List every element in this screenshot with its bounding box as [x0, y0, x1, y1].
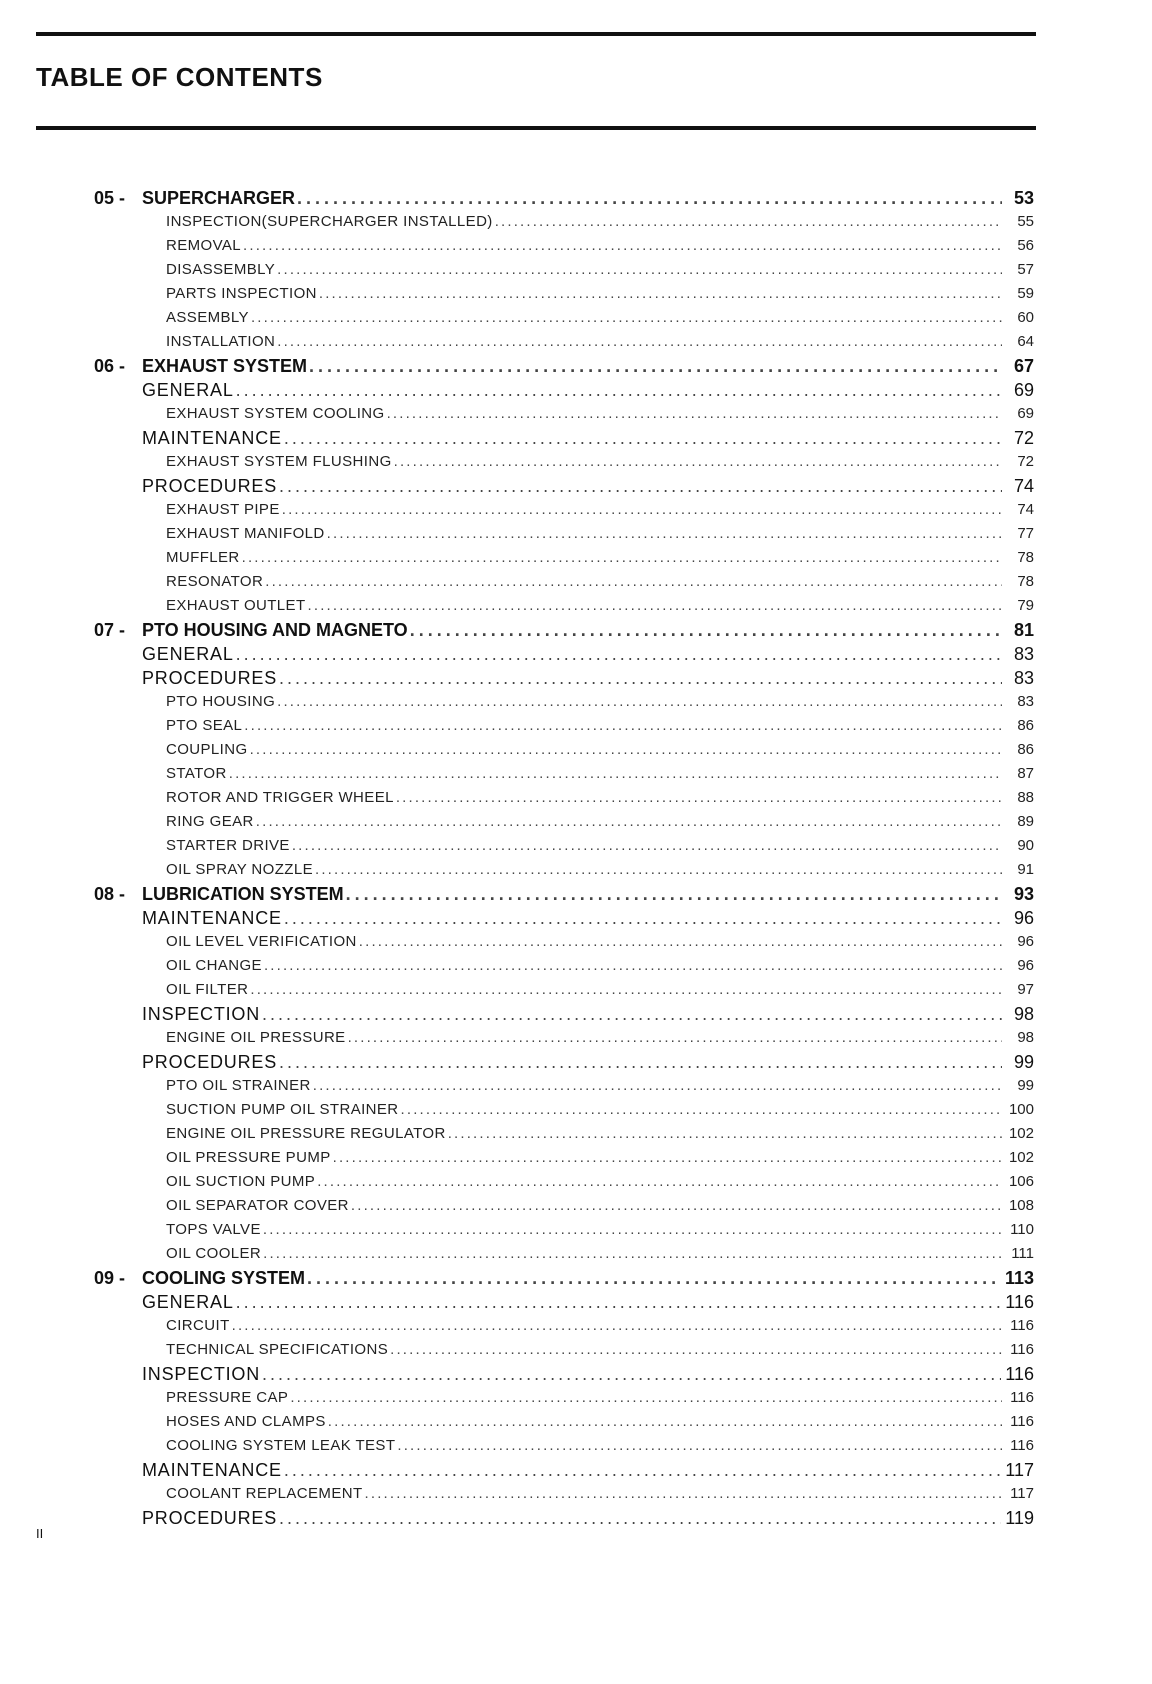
toc-entry-label: OIL LEVEL VERIFICATION [166, 933, 357, 950]
toc-chapter-number: 05 - [94, 188, 126, 208]
toc-page-number: 74 [1017, 501, 1034, 518]
toc-page-number: 96 [1013, 908, 1034, 928]
toc-page-number: 83 [1013, 668, 1034, 688]
toc-entry[interactable] [94, 282, 1034, 306]
toc-entry[interactable] [94, 1122, 1034, 1146]
dot-leader [236, 642, 1002, 666]
toc-entry[interactable] [94, 714, 1034, 738]
toc-entry-label: PARTS INSPECTION [166, 285, 317, 302]
toc-page-number: 87 [1017, 765, 1034, 782]
dot-leader [290, 1386, 1002, 1410]
toc-entry-label: OIL CHANGE [166, 957, 262, 974]
toc-page-number: 116 [1010, 1437, 1034, 1454]
dot-leader [232, 1314, 1002, 1338]
toc-entry-label: ROTOR AND TRIGGER WHEEL [166, 789, 394, 806]
toc-page-number: 57 [1017, 261, 1034, 278]
toc-page-number: 81 [1013, 620, 1034, 640]
dot-leader [284, 426, 1002, 450]
toc-entry[interactable] [94, 378, 1034, 402]
dot-leader [277, 690, 1002, 714]
toc-entry-label: COUPLING [166, 741, 248, 758]
toc-entry[interactable] [94, 1362, 1034, 1386]
dot-leader [397, 1434, 1002, 1458]
dot-leader [284, 1458, 1001, 1482]
toc-entry-label: INSPECTION(SUPERCHARGER INSTALLED) [166, 213, 493, 230]
toc-entry-label: PTO HOUSING AND MAGNETO [142, 620, 408, 640]
toc-entry-label: MUFFLER [166, 549, 240, 566]
toc-page-number: 88 [1017, 789, 1034, 806]
toc-entry-label: COOLING SYSTEM LEAK TEST [166, 1437, 396, 1454]
toc-entry[interactable] [94, 1266, 1034, 1290]
toc-entry-label: TOPS VALVE [166, 1221, 261, 1238]
toc-page-number: 108 [1008, 1197, 1034, 1214]
toc-page-number: 111 [1011, 1245, 1034, 1262]
toc-page-number: 78 [1017, 549, 1034, 566]
toc-entry-label: STATOR [166, 765, 227, 782]
dot-leader [236, 1290, 1002, 1314]
dot-leader [297, 186, 1002, 210]
toc-entry-label: GENERAL [142, 644, 234, 664]
toc-entry-label: GENERAL [142, 380, 234, 400]
toc-page-number: 99 [1013, 1052, 1034, 1072]
dot-leader [279, 666, 1002, 690]
toc-page-number: 99 [1017, 1077, 1034, 1094]
toc-entry[interactable] [94, 354, 1034, 378]
toc-page-number: 102 [1008, 1149, 1034, 1166]
toc-entry-label: MAINTENANCE [142, 1460, 282, 1480]
toc-entry[interactable] [94, 1098, 1034, 1122]
toc-page-number: 67 [1013, 356, 1034, 376]
toc-entry-label: GENERAL [142, 1292, 234, 1312]
toc-entry-label: COOLING SYSTEM [142, 1268, 306, 1288]
dot-leader [401, 1098, 1002, 1122]
toc-page-number: 78 [1017, 573, 1034, 590]
dot-leader [346, 882, 1002, 906]
toc-entry-label: EXHAUST PIPE [166, 501, 280, 518]
dot-leader [242, 546, 1002, 570]
toc-entry[interactable] [94, 1386, 1034, 1410]
toc-page-number: 83 [1017, 693, 1034, 710]
dot-leader [251, 306, 1002, 330]
dot-leader [292, 834, 1002, 858]
toc-page-number: 64 [1017, 333, 1034, 350]
toc-entry-label: PROCEDURES [142, 668, 278, 688]
toc-entry-label: OIL FILTER [166, 981, 249, 998]
toc-page-number: 83 [1013, 644, 1034, 664]
toc-page-number: 69 [1017, 405, 1034, 422]
dot-leader [315, 858, 1002, 882]
dot-leader [250, 978, 1002, 1002]
toc-entry[interactable] [94, 474, 1034, 498]
dot-leader [387, 402, 1002, 426]
page-number: II [36, 1526, 44, 1541]
toc-entry[interactable] [94, 234, 1034, 258]
toc-entry-label: RESONATOR [166, 573, 264, 590]
toc-entry[interactable] [94, 1170, 1034, 1194]
toc-page-number: 98 [1013, 1004, 1034, 1024]
toc-entry[interactable] [94, 1434, 1034, 1458]
toc-entry-label: REMOVAL [166, 237, 242, 254]
toc-entry-label: OIL PRESSURE PUMP [166, 1149, 331, 1166]
toc-entry[interactable] [94, 762, 1034, 786]
toc-entry[interactable] [94, 1314, 1034, 1338]
toc-entry-label: PTO OIL STRAINER [166, 1077, 311, 1094]
toc-entry-label: INSPECTION [142, 1004, 261, 1024]
toc-entry[interactable] [94, 882, 1034, 906]
toc-page-number: 90 [1017, 837, 1034, 854]
toc-entry[interactable] [94, 1074, 1034, 1098]
dot-leader [351, 1194, 1002, 1218]
toc-entry[interactable] [94, 1050, 1034, 1074]
dot-leader [243, 234, 1002, 258]
toc-entry[interactable] [94, 906, 1034, 930]
toc-entry[interactable] [94, 1338, 1034, 1362]
toc-entry-label: ASSEMBLY [166, 309, 249, 326]
toc-page-number: 55 [1017, 213, 1034, 230]
toc-entry[interactable] [94, 330, 1034, 354]
toc-entry[interactable] [94, 930, 1034, 954]
dot-leader [279, 1506, 1001, 1530]
dot-leader [327, 522, 1002, 546]
toc-page-number: 119 [1005, 1508, 1034, 1528]
toc-page-number: 116 [1005, 1292, 1034, 1312]
dot-leader [250, 738, 1002, 762]
toc-entry[interactable] [94, 954, 1034, 978]
toc-entry[interactable] [94, 1410, 1034, 1434]
toc-page-number: 110 [1010, 1221, 1034, 1238]
toc-page-number: 100 [1008, 1101, 1034, 1118]
dot-leader [277, 330, 1002, 354]
toc-entry-label: INSPECTION [142, 1364, 261, 1384]
toc-page-number: 72 [1017, 453, 1034, 470]
dot-leader [394, 450, 1002, 474]
toc-entry-label: PTO HOUSING [166, 693, 276, 710]
toc-page-number: 116 [1005, 1364, 1034, 1384]
toc-entry-label: LUBRICATION SYSTEM [142, 884, 344, 904]
dot-leader [263, 1242, 1002, 1266]
toc-entry[interactable] [94, 306, 1034, 330]
dot-leader [410, 618, 1002, 642]
toc-page-number: 56 [1017, 237, 1034, 254]
toc-page-number: 117 [1010, 1485, 1034, 1502]
dot-leader [319, 282, 1002, 306]
dot-leader [244, 714, 1002, 738]
toc-entry[interactable] [94, 522, 1034, 546]
toc-entry-label: INSTALLATION [166, 333, 276, 350]
toc-entry[interactable] [94, 498, 1034, 522]
dot-leader [282, 498, 1002, 522]
toc-chapter-number: 06 - [94, 356, 126, 376]
toc-entry[interactable] [94, 1146, 1034, 1170]
toc-entry-label: PRESSURE CAP [166, 1389, 289, 1406]
toc-entry[interactable] [94, 210, 1034, 234]
toc-entry-label: MAINTENANCE [142, 428, 282, 448]
toc-entry-label: EXHAUST MANIFOLD [166, 525, 325, 542]
dot-leader [284, 906, 1002, 930]
toc-entry-label: PTO SEAL [166, 717, 243, 734]
dot-leader [236, 378, 1002, 402]
dot-leader [263, 1218, 1002, 1242]
toc-entry[interactable] [94, 1506, 1034, 1530]
toc-page-number: 93 [1013, 884, 1034, 904]
toc-page-number: 116 [1010, 1413, 1034, 1430]
toc-entry-label: DISASSEMBLY [166, 261, 276, 278]
toc-entry-label: OIL SUCTION PUMP [166, 1173, 316, 1190]
toc-page-number: 116 [1010, 1341, 1034, 1358]
toc-entry[interactable] [94, 810, 1034, 834]
dot-leader [396, 786, 1002, 810]
toc-entry[interactable] [94, 858, 1034, 882]
dot-leader [262, 1002, 1002, 1026]
toc-entry[interactable] [94, 1002, 1034, 1026]
toc-page-number: 117 [1005, 1460, 1034, 1480]
toc-entry-label: ENGINE OIL PRESSURE [166, 1029, 346, 1046]
toc-entry-label: PROCEDURES [142, 476, 278, 496]
toc-entry-label: EXHAUST SYSTEM FLUSHING [166, 453, 392, 470]
toc-entry-label: EXHAUST SYSTEM [142, 356, 308, 376]
toc-entry[interactable] [94, 570, 1034, 594]
toc-entry[interactable] [94, 1458, 1034, 1482]
dot-leader [359, 930, 1002, 954]
dot-leader [277, 258, 1002, 282]
toc-entry-label: PROCEDURES [142, 1508, 278, 1528]
toc-page-number: 106 [1008, 1173, 1034, 1190]
toc-chapter-number: 07 - [94, 620, 126, 640]
toc-entry-label: ENGINE OIL PRESSURE REGULATOR [166, 1125, 446, 1142]
dot-leader [309, 354, 1002, 378]
dot-leader [262, 1362, 1001, 1386]
toc-entry-label: OIL SPRAY NOZZLE [166, 861, 313, 878]
dot-leader [328, 1410, 1002, 1434]
top-rule [36, 32, 1036, 36]
toc-entry[interactable] [94, 546, 1034, 570]
toc-entry-label: PROCEDURES [142, 1052, 278, 1072]
toc-entry[interactable] [94, 1194, 1034, 1218]
toc-entry[interactable] [94, 834, 1034, 858]
toc-page-number: 113 [1004, 1268, 1034, 1288]
page-title: TABLE OF CONTENTS [36, 62, 323, 92]
toc-entry[interactable] [94, 642, 1034, 666]
dot-leader [365, 1482, 1002, 1506]
dot-leader [495, 210, 1002, 234]
toc-page-number: 89 [1017, 813, 1034, 830]
toc-page-number: 91 [1017, 861, 1034, 878]
toc-page-number: 96 [1017, 957, 1034, 974]
dot-leader [279, 1050, 1002, 1074]
toc-page-number: 116 [1010, 1317, 1034, 1334]
dot-leader [229, 762, 1002, 786]
toc-page-number: 79 [1017, 597, 1034, 614]
toc-page-number: 77 [1017, 525, 1034, 542]
toc-entry-label: COOLANT REPLACEMENT [166, 1485, 363, 1502]
toc-entry[interactable] [94, 1242, 1034, 1266]
toc-entry-label: CIRCUIT [166, 1317, 230, 1334]
toc-entry[interactable] [94, 1218, 1034, 1242]
dot-leader [390, 1338, 1002, 1362]
toc-entry[interactable] [94, 258, 1034, 282]
toc-entry[interactable] [94, 666, 1034, 690]
toc-entry-label: EXHAUST OUTLET [166, 597, 306, 614]
toc-chapter-number: 08 - [94, 884, 126, 904]
toc-entry[interactable] [94, 450, 1034, 474]
toc-page-number: 53 [1013, 188, 1034, 208]
toc-entry[interactable] [94, 1290, 1034, 1314]
toc-page-number: 96 [1017, 933, 1034, 950]
dot-leader [307, 1266, 1001, 1290]
toc-entry-label: EXHAUST SYSTEM COOLING [166, 405, 385, 422]
toc-entry[interactable] [94, 1482, 1034, 1506]
toc-entry-label: OIL SEPARATOR COVER [166, 1197, 349, 1214]
toc-entry-label: STARTER DRIVE [166, 837, 290, 854]
toc-page-number: 69 [1013, 380, 1034, 400]
dot-leader [333, 1146, 1002, 1170]
title-bottom-rule [36, 126, 1036, 130]
toc-page-number: 97 [1017, 981, 1034, 998]
toc-page-number: 86 [1017, 741, 1034, 758]
dot-leader [348, 1026, 1002, 1050]
toc-entry-label: TECHNICAL SPECIFICATIONS [166, 1341, 389, 1358]
toc-entry-label: MAINTENANCE [142, 908, 282, 928]
toc-entry-label: SUCTION PUMP OIL STRAINER [166, 1101, 399, 1118]
dot-leader [265, 570, 1002, 594]
toc-entry[interactable] [94, 402, 1034, 426]
toc-page-number: 98 [1017, 1029, 1034, 1046]
toc-entry-label: OIL COOLER [166, 1245, 262, 1262]
dot-leader [448, 1122, 1002, 1146]
dot-leader [264, 954, 1002, 978]
toc-page-number: 74 [1013, 476, 1034, 496]
toc-chapter-number: 09 - [94, 1268, 126, 1288]
table-of-contents [94, 186, 1034, 1530]
toc-entry[interactable] [94, 978, 1034, 1002]
toc-entry[interactable] [94, 618, 1034, 642]
toc-page-number: 72 [1013, 428, 1034, 448]
toc-entry[interactable] [94, 594, 1034, 618]
toc-entry[interactable] [94, 1026, 1034, 1050]
toc-page-number: 60 [1017, 309, 1034, 326]
toc-entry[interactable] [94, 186, 1034, 210]
toc-page-number: 59 [1017, 285, 1034, 302]
toc-page-number: 86 [1017, 717, 1034, 734]
toc-page-number: 102 [1008, 1125, 1034, 1142]
toc-entry[interactable] [94, 738, 1034, 762]
toc-entry[interactable] [94, 690, 1034, 714]
dot-leader [256, 810, 1002, 834]
dot-leader [308, 594, 1002, 618]
toc-entry-label: SUPERCHARGER [142, 188, 296, 208]
dot-leader [279, 474, 1002, 498]
toc-entry-label: HOSES AND CLAMPS [166, 1413, 326, 1430]
toc-entry-label: RING GEAR [166, 813, 254, 830]
dot-leader [317, 1170, 1002, 1194]
toc-page-number: 116 [1010, 1389, 1034, 1406]
dot-leader [313, 1074, 1002, 1098]
toc-entry[interactable] [94, 426, 1034, 450]
toc-entry[interactable] [94, 786, 1034, 810]
